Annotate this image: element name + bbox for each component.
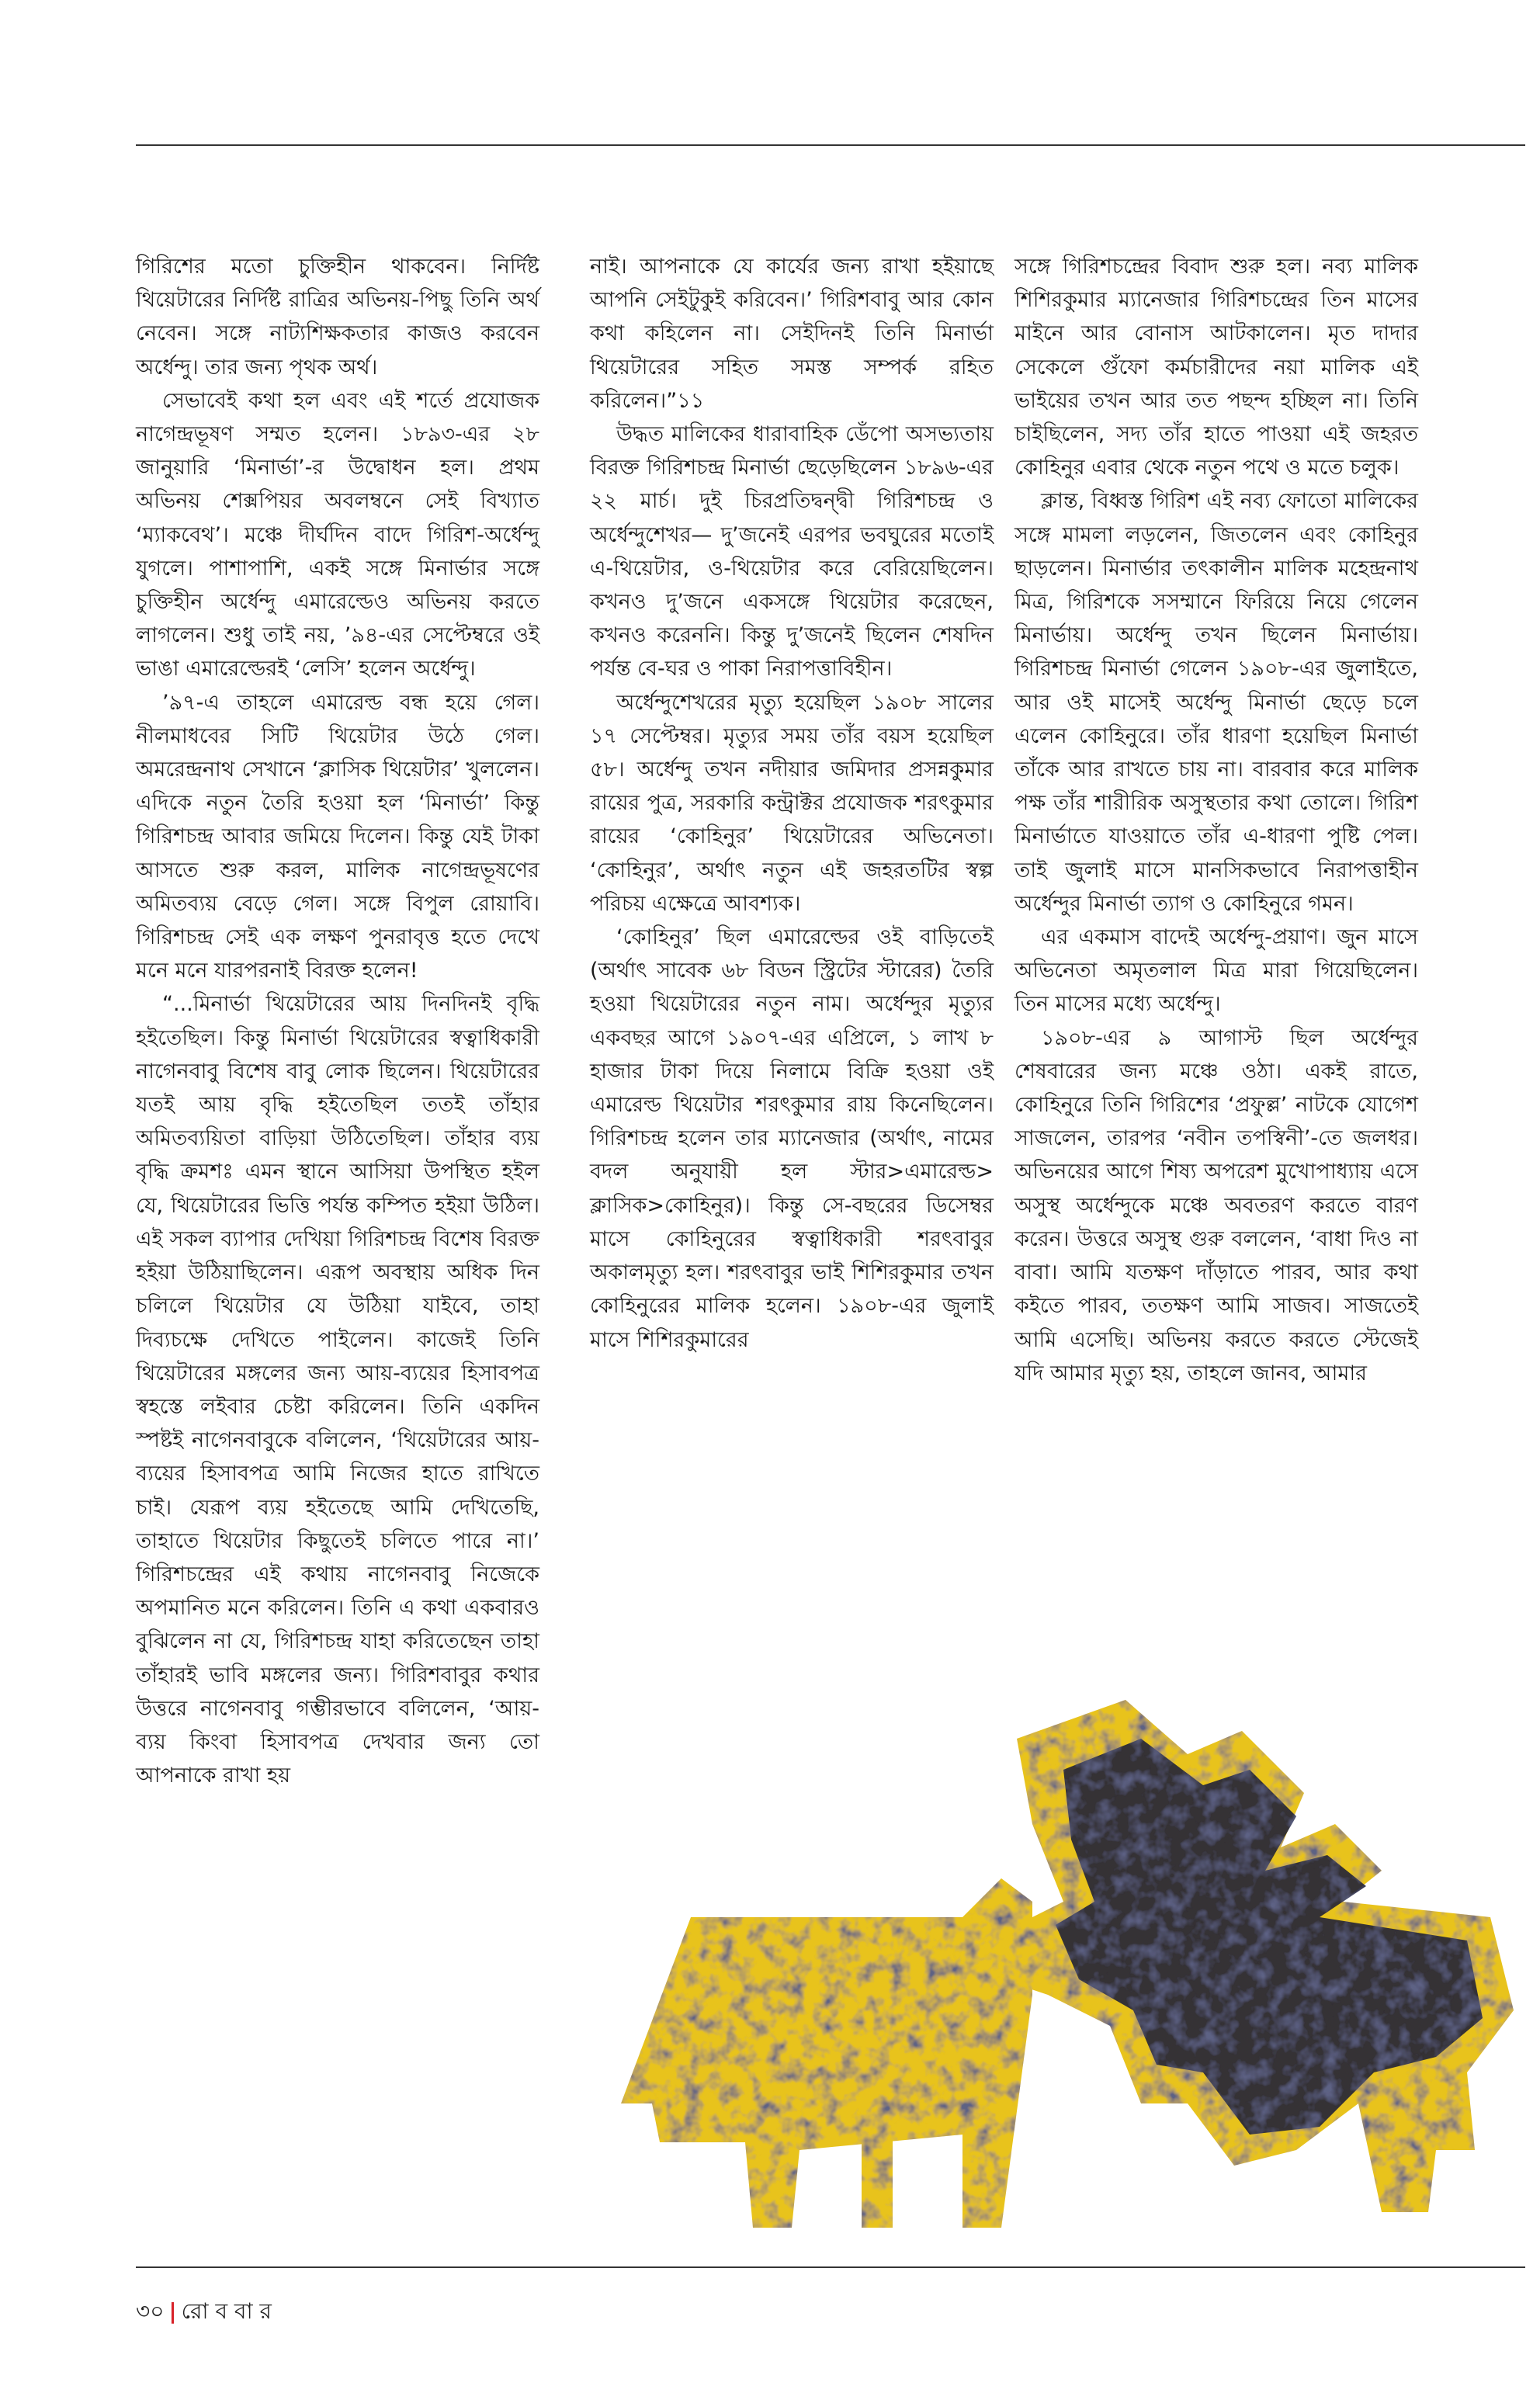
paragraph: গিরিশের মতো চুক্তিহীন থাকবেন। নির্দিষ্ট থিয়েটারের নির্দিষ্ট রাত্রির অভিনয়-পিছু তিনি অর্থ নেবেন। সঙ্গে নাট্যশিক্ষকতার কাজও করবেন অর্ধেন্দু। তার জন্য পৃথক অর্থ।: [136, 255, 539, 380]
paragraph: নাই। আপনাকে যে কার্যের জন্য রাখা হইয়াছে আপনি সেইটুকুই করিবেন।’ গিরিশবাবু আর কোন কথা কহিলেন না। সেইদিনই তিনি মিনার্ভা থিয়েটারের সহিত সমস্ত সম্পর্ক রহিত করিলেন।”১১: [590, 255, 994, 413]
paragraph: সেভাবেই কথা হল এবং এই শর্তে প্রযোজক নাগেন্দ্রভূষণ সম্মত হলেন। ১৮৯৩-এর ২৮ জানুয়ারি ‘মিনার্ভা’-র উদ্বোধন হল। প্রথম অভিনয় শেক্সপিয়র অবলম্বনে সেই বিখ্যাত ‘ম্যাকবেথ’। মঞ্চে দীর্ঘদিন বাদে গিরিশ-অর্ধেন্দু যুগলে। পাশাপাশি, একই সঙ্গে মিনার্ভার সঙ্গে চুক্তিহীন অর্ধেন্দু এমারেল্ডেও অভিনয় করতে লাগলেন। শুধু তাই নয়, ’৯৪-এর সেপ্টেম্বরে ওই ভাঙা এমারেল্ডেরই ‘লেসি’ হলেন অর্ধেন্দু।: [136, 388, 539, 681]
paragraph: সঙ্গে গিরিশচন্দ্রের বিবাদ শুরু হল। নব্য মালিক শিশিরকুমার ম্যানেজার গিরিশচন্দ্রের তিন মাসের মাইনে আর বোনাস আটকালেন। মৃত দাদার সেকেলে গুঁফো কর্মচারীদের নয়া মালিক এই ভাইয়ের তখন আর তত পছন্দ হচ্ছিল না। তিনি চাইছিলেন, সদ্য তাঁর হাতে পাওয়া এই জহরত কোহিনুর এবার থেকে নতুন পথে ও মতে চলুক।: [1015, 255, 1418, 480]
yellow-table-shape: [621, 1878, 1032, 2228]
publication-name: রো ব বা র: [181, 2298, 272, 2324]
text-column-2: [590, 250, 994, 1357]
paragraph: “...মিনার্ভা থিয়েটারের আয় দিনদিনই বৃদ্ধি হইতেছিল। কিন্তু মিনার্ভা থিয়েটারের স্বত্বাধিকারী নাগেনবাবু বিশেষ বাবু লোক ছিলেন। থিয়েটারের যতই আয় বৃদ্ধি হইতেছিল ততই তাঁহার অমিতব্যয়িতা বাড়িয়া উঠিতেছিল। তাঁহার ব্যয় বৃদ্ধি ক্রমশঃ এমন স্থানে আসিয়া উপস্থিত হইল যে, থিয়েটারের ভিত্তি পর্যন্ত কম্পিত হইয়া উঠিল। এই সকল ব্যাপার দেখিয়া গিরিশচন্দ্র বিশেষ বিরক্ত হইয়া উঠিয়াছিলেন। এরূপ অবস্থায় অধিক দিন চলিলে থিয়েটার যে উঠিয়া যাইবে, তাহা দিব্যচক্ষে দেখিতে পাইলেন। কাজেই তিনি থিয়েটারের মঙ্গলের জন্য আয়-ব্যয়ের হিসাবপত্র স্বহস্তে লইবার চেষ্টা করিলেন। তিনি একদিন স্পষ্টই নাগেনবাবুকে বলিলেন, ‘থিয়েটারের আয়-ব্যয়ের হিসাবপত্র আমি নিজের হাতে রাখিতে চাই। যেরূপ ব্যয় হইতেছে আমি দেখিতেছি, তাহাতে থিয়েটার কিছুতেই চলিতে পারে না।’ গিরিশচন্দ্রের এই কথায় নাগেনবাবু নিজেকে অপমানিত মনে করিলেন। তিনি এ কথা একবারও বুঝিলেন না যে, গিরিশচন্দ্র যাহা করিতেছেন তাহা তাঁহারই ভাবি মঙ্গলের জন্য। গিরিশবাবুর কথার উত্তরে নাগেনবাবু গম্ভীরভাবে বলিলেন, ‘আয়-ব্যয় কিংবা হিসাবপত্র দেখবার জন্য তো আপনাকে রাখা হয়: [136, 992, 539, 1788]
paragraph: অর্ধেন্দুশেখরের মৃত্যু হয়েছিল ১৯০৮ সালের ১৭ সেপ্টেম্বর। মৃত্যুর সময় তাঁর বয়স হয়েছিল ৫৮। অর্ধেন্দু তখন নদীয়ার জমিদার প্রসন্নকুমার রায়ের পুত্র, সরকারি কন্ট্রাক্টর প্রযোজক শরৎকুমার রায়ের ‘কোহিনুর’ থিয়েটারের অভিনেতা। ‘কোহিনুর’, অর্থাৎ নতুন এই জহরতটির স্বল্প পরিচয় এক্ষেত্রে আবশ্যক।: [590, 690, 994, 916]
text-column-3: [1015, 250, 1418, 1390]
page-footer: [136, 2294, 272, 2331]
page-number: ৩০: [136, 2298, 165, 2324]
text-column-1: [136, 250, 539, 1792]
paragraph: উদ্ধত মালিকের ধারাবাহিক ডেঁপো অসভ্যতায় বিরক্ত গিরিশচন্দ্র মিনার্ভা ছেড়েছিলেন ১৮৯৬-এর ২২ মার্চ। দুই চিরপ্রতিদ্বন্দ্বী গিরিশচন্দ্র ও অর্ধেন্দুশেখর— দু’জনেই এরপর ভবঘুরের মতোই এ-থিয়েটার, ও-থিয়েটার করে বেরিয়েছিলেন। কখনও দু’জনে একসঙ্গে থিয়েটার করেছেন, কখনও করেননি। কিন্তু দু’জনেই ছিলেন শেষদিন পর্যন্ত বে-ঘর ও পাকা নিরাপত্তাবিহীন।: [590, 422, 994, 681]
paragraph: ‘কোহিনুর’ ছিল এমারেল্ডের ওই বাড়িতেই (অর্থাৎ সাবেক ৬৮ বিডন স্ট্রিটের স্টারের) তৈরি হওয়া থিয়েটারের নতুন নাম। অর্ধেন্দুর মৃত্যুর একবছর আগে ১৯০৭-এর এপ্রিলে, ১ লাখ ৮ হাজার টাকা দিয়ে নিলামে বিক্রি হওয়া ওই এমারেল্ড থিয়েটার শরৎকুমার রায় কিনেছিলেন। গিরিশচন্দ্র হলেন তার ম্যানেজার (অর্থাৎ, নামের বদল অনুযায়ী হল স্টার>এমারেল্ড> ক্লাসিক>কোহিনুর)। কিন্তু সে-বছরের ডিসেম্বর মাসে কোহিনুরের স্বত্বাধিকারী শরৎবাবুর অকালমৃত্যু হল। শরৎবাবুর ভাই শিশিরকুমার তখন কোহিনুরের মালিক হলেন। ১৯০৮-এর জুলাই মাসে শিশিরকুমারের: [590, 925, 994, 1352]
woodcut-illustration: [598, 1669, 1529, 2243]
top-rule: [136, 144, 1525, 146]
paragraph: এর একমাস বাদেই অর্ধেন্দু-প্রয়াণ। জুন মাসে অভিনেতা অমৃতলাল মিত্র মারা গিয়েছিলেন। তিন মাসের মধ্যে অর্ধেন্দু।: [1015, 925, 1418, 1017]
paragraph: ’৯৭-এ তাহলে এমারেল্ড বন্ধ হয়ে গেল। নীলমাধবের সিটি থিয়েটার উঠে গেল। অমরেন্দ্রনাথ সেখানে ‘ক্লাসিক থিয়েটার’ খুললেন। এদিকে নতুন তৈরি হওয়া হল ‘মিনার্ভা’ কিন্তু গিরিশচন্দ্র আবার জমিয়ে দিলেন। কিন্তু যেই টাকা আসতে শুরু করল, মালিক নাগেন্দ্রভূষণের অমিতব্যয় বেড়ে গেল। সঙ্গে বিপুল রোয়াবি। গিরিশচন্দ্র সেই এক লক্ষণ পুনরাবৃত্ত হতে দেখে মনে মনে যারপরনাই বিরক্ত হলেন!: [136, 690, 539, 983]
seated-figure-shape: [1001, 1700, 1514, 2212]
paragraph: ক্লান্ত, বিধ্বস্ত গিরিশ এই নব্য ফোতো মালিকের সঙ্গে মামলা লড়লেন, জিতলেন এবং কোহিনুর ছাড়লেন। মিনার্ভার তৎকালীন মালিক মহেন্দ্রনাথ মিত্র, গিরিশকে সসম্মানে ফিরিয়ে নিয়ে গেলেন মিনার্ভায়। অর্ধেন্দু তখন ছিলেন মিনার্ভায়। গিরিশচন্দ্র মিনার্ভা গেলেন ১৯০৮-এর জুলাইতে, আর ওই মাসেই অর্ধেন্দু মিনার্ভা ছেড়ে চলে এলেন কোহিনুরে। তাঁর ধারণা হয়েছিল মিনার্ভা তাঁকে আর রাখতে চায় না। বারবার করে মালিক পক্ষ তাঁর শারীরিক অসুস্থতার কথা তোলে। গিরিশ মিনার্ভাতে যাওয়াতে তাঁর এ-ধারণা পুষ্টি পেল। তাই জুলাই মাসে মানসিকভাবে নিরাপত্তাহীন অর্ধেন্দুর মিনার্ভা ত্যাগ ও কোহিনুরে গমন।: [1015, 489, 1418, 916]
bottom-rule: [136, 2266, 1525, 2268]
paragraph: ১৯০৮-এর ৯ আগাস্ট ছিল অর্ধেন্দুর শেষবারের জন্য মঞ্চে ওঠা। একই রাতে, কোহিনুরে তিনি গিরিশের ‘প্রফুল্ল’ নাটকে যোগেশ সাজলেন, তারপর ‘নবীন তপস্বিনী’-তে জলধর। অভিনয়ের আগে শিষ্য অপরেশ মুখোপাধ্যায় এসে অসুস্থ অর্ধেন্দুকে মঞ্চে অবতরণ করতে বারণ করেন। উত্তরে অসুস্থ গুরু বললেন, ‘বাধা দিও না বাবা। আমি যতক্ষণ দাঁড়াতে পারব, আর কথা কইতে পারব, ততক্ষণ আমি সাজব। সাজতেই আমি এসেছি। অভিনয় করতে করতে স্টেজেই যদি আমার মৃত্যু হয়, তাহলে জানব, আমার: [1015, 1025, 1418, 1386]
footer-separator: |: [168, 2298, 177, 2324]
